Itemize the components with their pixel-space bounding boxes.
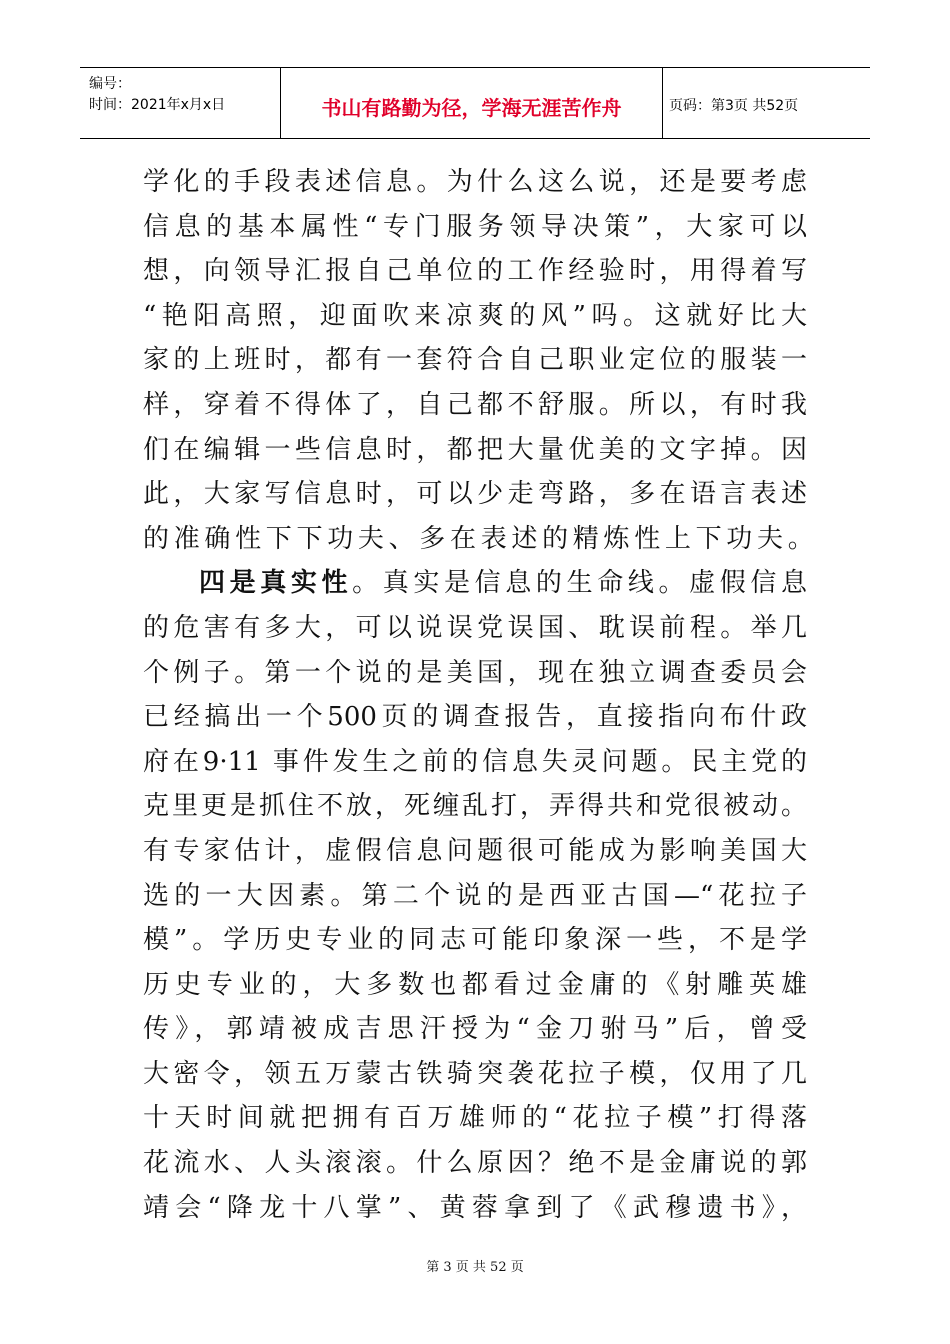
header-meta-cell [80, 68, 281, 138]
text-line: 十天时间就把拥有百万雄师的“花拉子模”打得落 [143, 1103, 807, 1134]
text-line: 学化的手段表述信息。为什么这么说，还是要考虑 [143, 167, 807, 197]
text-line: 模”。学历史专业的同志可能印象深一些，不是学 [143, 925, 807, 956]
text-line: 们在编辑一些信息时，都把大量优美的文字掉。因 [143, 434, 807, 465]
text-line: 靖会“降龙十八掌”、黄蓉拿到了《武穆遗书》， [143, 1192, 807, 1223]
paragraph-lead-heading: 四是真实性 [199, 568, 353, 599]
text-span: 。真实是信息的生命线。虚假信息 [352, 568, 807, 599]
text-line: 此，大家写信息时，可以少走弯路，多在语言表述 [143, 479, 807, 510]
text-line: 府在9·11 事件发生之前的信息失灵问题。民主党的 [143, 746, 807, 777]
text-line: 想，向领导汇报自己单位的工作经验时，用得着写 [143, 256, 807, 287]
text-line: 有专家估计，虚假信息问题很可能成为影响美国大 [143, 835, 807, 866]
text-line: 家的上班时，都有一套符合自己职业定位的服装一 [143, 345, 807, 376]
document-time-label: 时间：2021年x月x日 [89, 97, 226, 113]
paragraph-first-line [143, 561, 807, 606]
header-page-cell [663, 68, 870, 138]
text-line: 传》，郭靖被成吉思汗授为“金刀驸马”后，曾受 [143, 1014, 807, 1045]
text-line: 个例子。第一个说的是美国，现在独立调查委员会 [143, 657, 807, 688]
text-line: “艳阳高照，迎面吹来凉爽的风”吗。这就好比大 [143, 300, 807, 331]
text-line: 选的一大因素。第二个说的是西亚古国—“花拉子 [143, 880, 807, 911]
document-body [143, 160, 819, 1230]
text-line: 的危害有多大，可以说误党误国、耽误前程。举几 [143, 612, 807, 643]
paragraph-2 [143, 561, 807, 1230]
text-line: 花流水、人头滚滚。什么原因？绝不是金庸说的郭 [143, 1148, 807, 1179]
text-line: 已经搞出一个500页的调查报告，直接指向布什政 [143, 702, 807, 733]
text-line: 克里更是抓住不放，死缠乱打，弄得共和党很被动。 [143, 791, 807, 822]
text-line: 大密令，领五万蒙古铁骑突袭花拉子模，仅用了几 [143, 1058, 807, 1089]
paragraph-1 [143, 160, 819, 561]
header-page-info: 页码：第3页 共52页 [669, 98, 799, 114]
text-line: 的准确性下下功夫、多在表述的精炼性上下功夫。 [143, 523, 819, 554]
header-motto-cell [281, 68, 663, 138]
page-footer: 第 3 页 共 52 页 [426, 1260, 524, 1275]
text-line: 历史专业的，大多数也都看过金庸的《射雕英雄 [143, 969, 807, 1000]
page-header [80, 67, 870, 139]
document-number-label: 编号： [89, 76, 131, 92]
header-motto: 书山有路勤为径，学海无涯苦作舟 [321, 96, 622, 120]
text-line: 样，穿着不得体了，自己都不舒服。所以，有时我 [143, 389, 807, 420]
text-line: 信息的基本属性“专门服务领导决策”，大家可以 [143, 211, 807, 242]
